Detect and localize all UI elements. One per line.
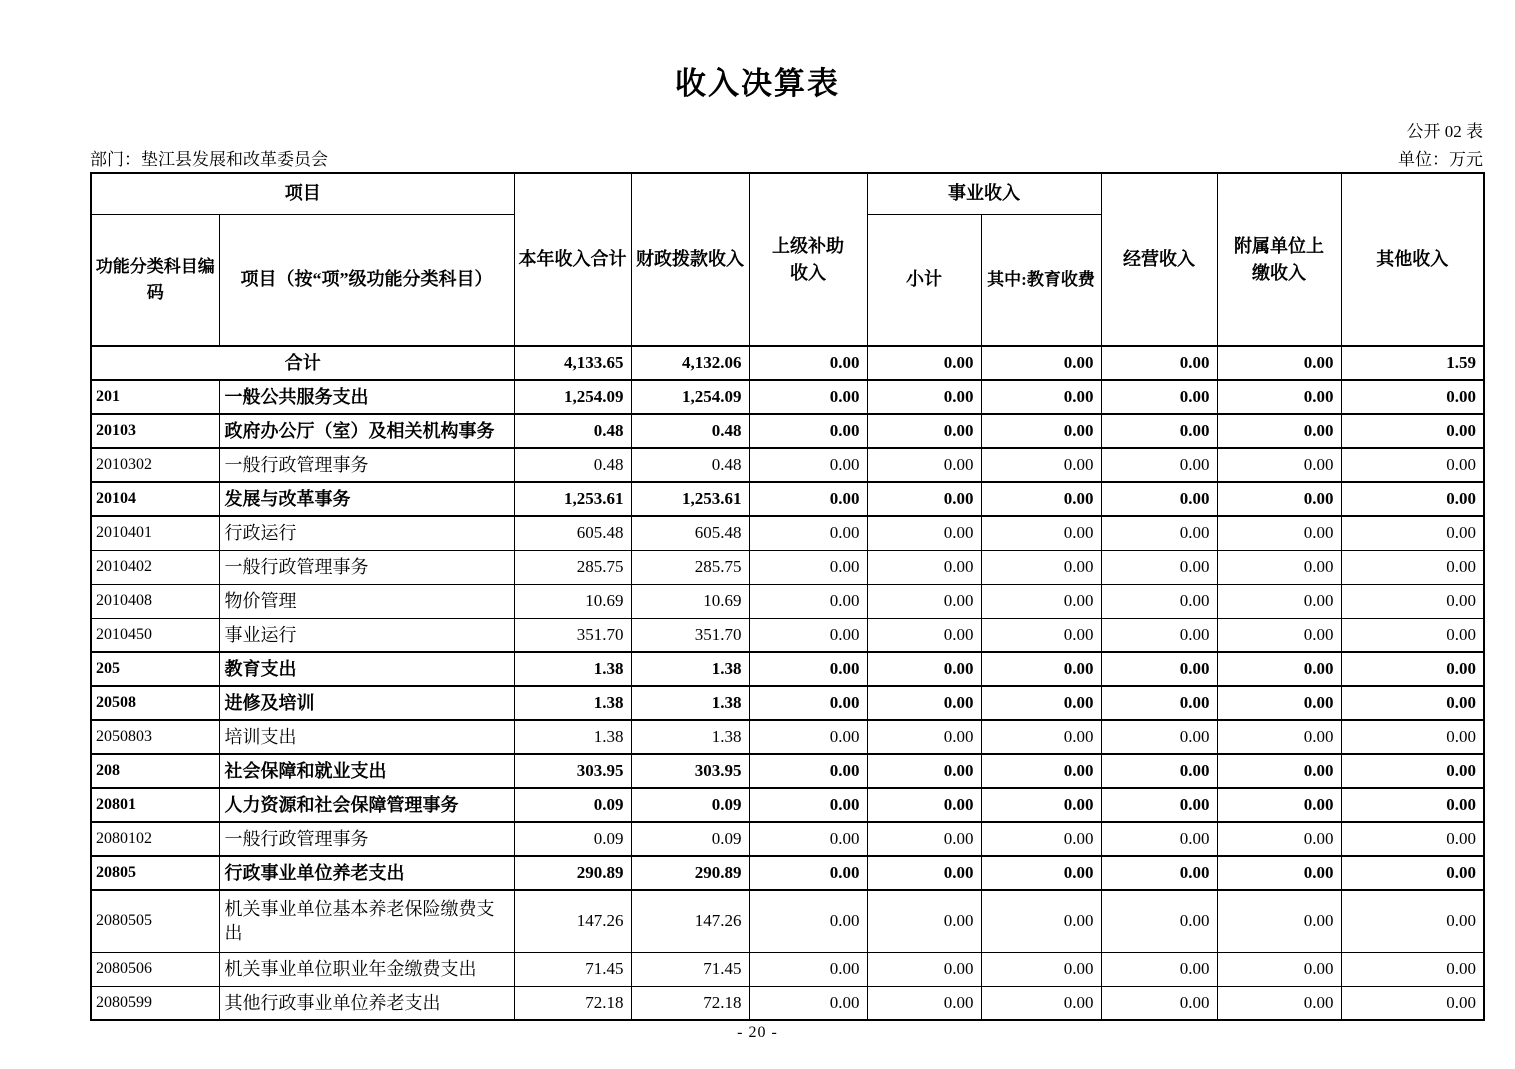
table-row — [91, 448, 1484, 482]
table-row — [91, 788, 1484, 822]
row-code-cell: 20508 — [91, 686, 219, 720]
row-name-cell: 进修及培训 — [219, 686, 514, 720]
table-row — [91, 952, 1484, 986]
row-value-cell: 290.89 — [514, 856, 631, 890]
row-value-cell: 0.00 — [1217, 686, 1341, 720]
row-value-cell: 605.48 — [631, 516, 749, 550]
row-value-cell: 0.00 — [981, 516, 1101, 550]
row-value-cell: 0.00 — [1101, 652, 1217, 686]
table-row — [91, 720, 1484, 754]
row-value-cell: 1.38 — [631, 720, 749, 754]
row-value-cell: 0.00 — [1341, 380, 1484, 414]
header-year-total: 本年收入合计 — [514, 173, 631, 346]
row-code-cell: 20805 — [91, 856, 219, 890]
row-value-cell: 0.00 — [1101, 584, 1217, 618]
row-value-cell: 303.95 — [514, 754, 631, 788]
table-row — [91, 822, 1484, 856]
row-value-cell: 0.00 — [867, 754, 981, 788]
row-value-cell: 72.18 — [631, 986, 749, 1020]
row-value-cell: 0.00 — [749, 890, 867, 952]
row-name-cell: 行政事业单位养老支出 — [219, 856, 514, 890]
row-value-cell: 0.00 — [1341, 550, 1484, 584]
header-business-income-group: 事业收入 — [867, 173, 1101, 214]
department-label: 部门：垫江县发展和改革委员会 — [90, 150, 328, 169]
row-value-cell: 0.00 — [981, 618, 1101, 652]
row-value-cell: 0.00 — [1217, 952, 1341, 986]
row-value-cell: 0.09 — [514, 822, 631, 856]
row-value-cell: 0.00 — [1217, 414, 1341, 448]
row-value-cell: 0.00 — [1341, 890, 1484, 952]
row-value-cell: 4,133.65 — [514, 346, 631, 380]
row-name-cell: 一般行政管理事务 — [219, 448, 514, 482]
row-value-cell: 0.00 — [867, 652, 981, 686]
income-final-accounts-table — [90, 172, 1485, 1021]
unit-label: 单位：万元 — [1398, 150, 1483, 169]
row-value-cell: 0.00 — [867, 414, 981, 448]
header-function-code: 功能分类科目编码 — [91, 214, 219, 346]
row-value-cell: 0.00 — [1217, 380, 1341, 414]
meta-line — [90, 145, 1483, 170]
row-value-cell: 0.00 — [1217, 346, 1341, 380]
row-value-cell: 1,253.61 — [631, 482, 749, 516]
row-value-cell: 0.00 — [867, 856, 981, 890]
row-name-cell: 行政运行 — [219, 516, 514, 550]
row-value-cell: 0.00 — [981, 550, 1101, 584]
table-header — [91, 173, 1484, 346]
row-value-cell: 1.38 — [514, 720, 631, 754]
row-value-cell: 72.18 — [514, 986, 631, 1020]
row-value-cell: 0.00 — [1217, 550, 1341, 584]
page-title: 收入决算表 — [675, 66, 840, 101]
row-value-cell: 0.00 — [1341, 584, 1484, 618]
row-value-cell: 0.00 — [1341, 822, 1484, 856]
row-value-cell: 0.00 — [1101, 550, 1217, 584]
row-value-cell: 0.00 — [1341, 448, 1484, 482]
header-superior-subsidy: 上级补助收入 — [749, 173, 867, 346]
row-value-cell: 0.00 — [981, 788, 1101, 822]
row-value-cell: 0.09 — [514, 788, 631, 822]
row-value-cell: 0.00 — [1341, 720, 1484, 754]
row-value-cell: 0.00 — [867, 380, 981, 414]
row-value-cell: 0.00 — [1217, 788, 1341, 822]
row-value-cell: 0.00 — [749, 482, 867, 516]
row-value-cell: 0.00 — [749, 754, 867, 788]
row-name-cell: 一般公共服务支出 — [219, 380, 514, 414]
row-value-cell: 147.26 — [631, 890, 749, 952]
table-row — [91, 550, 1484, 584]
header-project-group: 项目 — [91, 173, 514, 214]
row-value-cell: 0.00 — [1341, 482, 1484, 516]
row-value-cell: 1.38 — [631, 652, 749, 686]
row-value-cell: 0.00 — [749, 584, 867, 618]
row-name-cell: 一般行政管理事务 — [219, 550, 514, 584]
table-row — [91, 856, 1484, 890]
row-value-cell: 0.00 — [867, 952, 981, 986]
row-value-cell: 0.00 — [1101, 380, 1217, 414]
row-value-cell: 0.00 — [981, 686, 1101, 720]
row-value-cell: 0.00 — [749, 618, 867, 652]
row-value-cell: 0.00 — [1341, 414, 1484, 448]
row-value-cell: 0.00 — [1101, 856, 1217, 890]
header-fiscal-appropriation: 财政拨款收入 — [631, 173, 749, 346]
row-value-cell: 71.45 — [514, 952, 631, 986]
row-value-cell: 0.00 — [749, 448, 867, 482]
row-value-cell: 0.00 — [981, 890, 1101, 952]
row-value-cell: 0.00 — [1101, 952, 1217, 986]
row-value-cell: 0.00 — [867, 822, 981, 856]
row-value-cell: 351.70 — [514, 618, 631, 652]
row-value-cell: 0.48 — [514, 448, 631, 482]
row-value-cell: 351.70 — [631, 618, 749, 652]
row-name-cell: 一般行政管理事务 — [219, 822, 514, 856]
row-value-cell: 0.00 — [1341, 856, 1484, 890]
row-value-cell: 0.00 — [867, 516, 981, 550]
row-value-cell: 0.00 — [1101, 516, 1217, 550]
row-value-cell: 0.48 — [631, 448, 749, 482]
row-value-cell: 290.89 — [631, 856, 749, 890]
row-value-cell: 1.59 — [1341, 346, 1484, 380]
row-code-cell: 208 — [91, 754, 219, 788]
row-value-cell: 10.69 — [631, 584, 749, 618]
row-code-cell: 2010402 — [91, 550, 219, 584]
row-value-cell: 0.00 — [1217, 618, 1341, 652]
row-value-cell: 0.00 — [749, 516, 867, 550]
table-row — [91, 686, 1484, 720]
row-value-cell: 1.38 — [631, 686, 749, 720]
row-value-cell: 0.00 — [1101, 686, 1217, 720]
row-value-cell: 0.00 — [981, 346, 1101, 380]
row-value-cell: 0.00 — [1101, 754, 1217, 788]
row-value-cell: 0.00 — [749, 380, 867, 414]
row-value-cell: 0.00 — [1217, 584, 1341, 618]
row-value-cell: 0.00 — [981, 448, 1101, 482]
row-value-cell: 0.00 — [981, 754, 1101, 788]
row-value-cell: 1,254.09 — [631, 380, 749, 414]
row-value-cell: 303.95 — [631, 754, 749, 788]
row-value-cell: 0.00 — [981, 414, 1101, 448]
row-value-cell: 605.48 — [514, 516, 631, 550]
row-value-cell: 0.09 — [631, 822, 749, 856]
table-row — [91, 618, 1484, 652]
row-value-cell: 0.00 — [867, 986, 981, 1020]
row-name-cell: 教育支出 — [219, 652, 514, 686]
table-row — [91, 890, 1484, 952]
row-value-cell: 0.00 — [981, 380, 1101, 414]
row-value-cell: 0.00 — [1341, 516, 1484, 550]
row-code-cell: 2010408 — [91, 584, 219, 618]
row-value-cell: 0.00 — [867, 550, 981, 584]
row-value-cell: 0.00 — [1101, 346, 1217, 380]
row-value-cell: 71.45 — [631, 952, 749, 986]
row-name-cell: 社会保障和就业支出 — [219, 754, 514, 788]
row-name-cell: 事业运行 — [219, 618, 514, 652]
table-row — [91, 584, 1484, 618]
row-value-cell: 0.00 — [867, 890, 981, 952]
row-value-cell: 0.00 — [867, 346, 981, 380]
row-value-cell: 0.00 — [749, 720, 867, 754]
table-row — [91, 414, 1484, 448]
row-value-cell: 0.00 — [1217, 986, 1341, 1020]
header-operating-income: 经营收入 — [1101, 173, 1217, 346]
row-code-cell: 2080505 — [91, 890, 219, 952]
row-value-cell: 0.00 — [867, 618, 981, 652]
row-value-cell: 0.00 — [1101, 414, 1217, 448]
row-value-cell: 4,132.06 — [631, 346, 749, 380]
row-value-cell: 0.00 — [1101, 788, 1217, 822]
row-value-cell: 285.75 — [631, 550, 749, 584]
row-value-cell: 0.00 — [749, 652, 867, 686]
row-code-cell: 201 — [91, 380, 219, 414]
row-value-cell: 0.00 — [1101, 482, 1217, 516]
table-row — [91, 482, 1484, 516]
row-value-cell: 0.00 — [749, 414, 867, 448]
row-value-cell: 0.00 — [867, 448, 981, 482]
row-value-cell: 147.26 — [514, 890, 631, 952]
row-value-cell: 0.00 — [981, 720, 1101, 754]
row-code-cell: 2010450 — [91, 618, 219, 652]
row-value-cell: 0.00 — [981, 584, 1101, 618]
row-name-cell: 物价管理 — [219, 584, 514, 618]
header-subtotal: 小计 — [867, 214, 981, 346]
row-value-cell: 0.00 — [1101, 720, 1217, 754]
row-value-cell: 0.00 — [981, 952, 1101, 986]
row-value-cell: 1,253.61 — [514, 482, 631, 516]
row-value-cell: 1.38 — [514, 686, 631, 720]
row-name-cell: 政府办公厅（室）及相关机构事务 — [219, 414, 514, 448]
row-value-cell: 0.00 — [867, 584, 981, 618]
row-value-cell: 0.00 — [1217, 482, 1341, 516]
row-value-cell: 0.00 — [1217, 856, 1341, 890]
header-project-item: 项目（按“项”级功能分类科目） — [219, 214, 514, 346]
row-code-cell: 20103 — [91, 414, 219, 448]
row-code-cell: 2050803 — [91, 720, 219, 754]
table-row — [91, 754, 1484, 788]
row-value-cell: 0.00 — [867, 482, 981, 516]
header-education-fee: 其中:教育收费 — [981, 214, 1101, 346]
row-value-cell: 0.00 — [749, 856, 867, 890]
row-value-cell: 0.00 — [981, 482, 1101, 516]
row-value-cell: 0.00 — [1101, 890, 1217, 952]
row-value-cell: 0.00 — [749, 788, 867, 822]
row-value-cell: 0.00 — [749, 346, 867, 380]
row-name-cell: 机关事业单位基本养老保险缴费支出 — [219, 890, 514, 952]
row-name-cell: 人力资源和社会保障管理事务 — [219, 788, 514, 822]
row-value-cell: 0.00 — [1341, 618, 1484, 652]
row-value-cell: 0.00 — [1341, 788, 1484, 822]
row-value-cell: 0.00 — [1341, 986, 1484, 1020]
row-value-cell: 1.38 — [514, 652, 631, 686]
row-value-cell: 0.00 — [749, 952, 867, 986]
row-value-cell: 0.00 — [867, 686, 981, 720]
row-value-cell: 0.00 — [981, 822, 1101, 856]
row-value-cell: 0.00 — [1217, 652, 1341, 686]
row-value-cell: 0.00 — [1341, 686, 1484, 720]
row-value-cell: 285.75 — [514, 550, 631, 584]
table-body — [91, 346, 1484, 1020]
row-code-cell: 20801 — [91, 788, 219, 822]
header-row-1 — [91, 173, 1484, 214]
row-value-cell: 0.00 — [1217, 754, 1341, 788]
row-name-cell: 发展与改革事务 — [219, 482, 514, 516]
row-value-cell: 0.00 — [1217, 720, 1341, 754]
form-number-label: 公开 02 表 — [1406, 122, 1483, 141]
row-code-cell: 2080102 — [91, 822, 219, 856]
row-value-cell: 0.00 — [1101, 986, 1217, 1020]
row-name-cell: 机关事业单位职业年金缴费支出 — [219, 952, 514, 986]
page-number: - 20 - — [737, 1024, 778, 1041]
row-value-cell: 0.00 — [867, 720, 981, 754]
row-value-cell: 0.00 — [749, 986, 867, 1020]
row-value-cell: 0.00 — [1101, 822, 1217, 856]
table-row — [91, 986, 1484, 1020]
header-affiliated-unit-income: 附属单位上缴收入 — [1217, 173, 1341, 346]
row-value-cell: 0.00 — [981, 652, 1101, 686]
row-title-cell: 合计 — [91, 346, 514, 380]
row-code-cell: 20104 — [91, 482, 219, 516]
row-value-cell: 10.69 — [514, 584, 631, 618]
row-value-cell: 0.00 — [749, 686, 867, 720]
row-value-cell: 0.00 — [1217, 516, 1341, 550]
table-row — [91, 652, 1484, 686]
row-value-cell: 0.00 — [749, 822, 867, 856]
row-code-cell: 2080506 — [91, 952, 219, 986]
row-value-cell: 0.00 — [1217, 890, 1341, 952]
row-value-cell: 0.00 — [981, 856, 1101, 890]
row-value-cell: 0.48 — [631, 414, 749, 448]
row-value-cell: 0.00 — [1217, 448, 1341, 482]
table-row — [91, 516, 1484, 550]
row-value-cell: 0.00 — [981, 986, 1101, 1020]
row-name-cell: 其他行政事业单位养老支出 — [219, 986, 514, 1020]
row-value-cell: 0.00 — [1101, 448, 1217, 482]
row-value-cell: 0.00 — [1341, 652, 1484, 686]
table-row — [91, 346, 1484, 380]
row-value-cell: 1,254.09 — [514, 380, 631, 414]
row-value-cell: 0.00 — [867, 788, 981, 822]
row-value-cell: 0.00 — [1341, 952, 1484, 986]
row-code-cell: 2080599 — [91, 986, 219, 1020]
row-value-cell: 0.00 — [1217, 822, 1341, 856]
header-other-income: 其他收入 — [1341, 173, 1484, 346]
row-code-cell: 2010401 — [91, 516, 219, 550]
row-value-cell: 0.09 — [631, 788, 749, 822]
row-value-cell: 0.48 — [514, 414, 631, 448]
table-row — [91, 380, 1484, 414]
row-value-cell: 0.00 — [749, 550, 867, 584]
row-value-cell: 0.00 — [1341, 754, 1484, 788]
row-value-cell: 0.00 — [1101, 618, 1217, 652]
row-code-cell: 2010302 — [91, 448, 219, 482]
row-code-cell: 205 — [91, 652, 219, 686]
row-name-cell: 培训支出 — [219, 720, 514, 754]
